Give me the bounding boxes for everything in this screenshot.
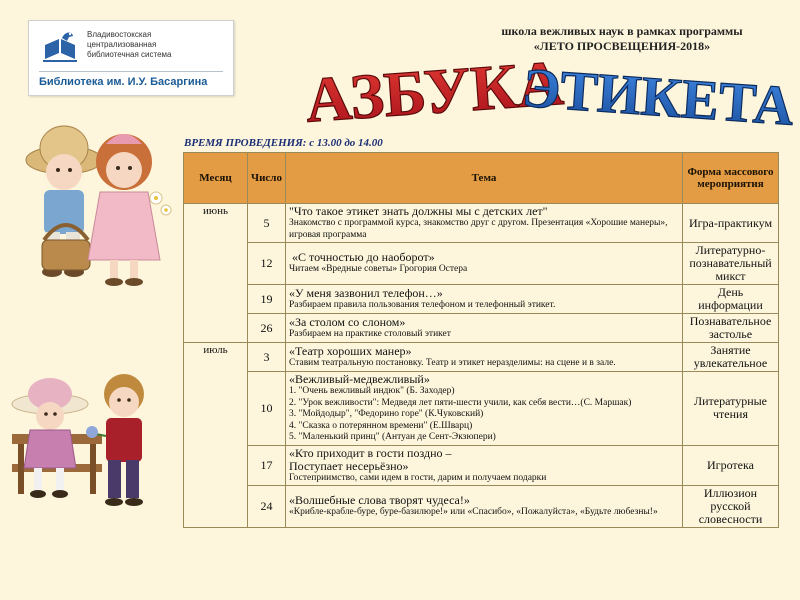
title-part-1: АЗБУКА [303, 46, 566, 136]
theme-cell [286, 243, 683, 285]
logo-line: централизованная [87, 40, 157, 49]
theme-cell [286, 486, 683, 528]
logo-line: Владивостокская [87, 30, 152, 39]
theme-title: «Вежливый-медвежливый» [289, 372, 430, 386]
theme-description: Ставим театральную постановку. Театр и этикет неразделимы: на сцене и в зале. [289, 357, 616, 368]
table-row [184, 445, 779, 486]
theme-title: «У меня зазвонил телефон…» [289, 285, 443, 300]
theme-title: "Что такое этикет знать должны мы с детских лет" [289, 204, 548, 218]
table-row [184, 285, 779, 314]
month-cell: июль [184, 343, 248, 528]
theme-cell [286, 343, 683, 372]
column-header-month: Месяц [184, 153, 248, 204]
subtitle-line-1: школа вежливых наук в рамках программы [501, 24, 743, 38]
table-row [184, 314, 779, 343]
day-cell: 3 [248, 343, 286, 372]
theme-title: «Кто приходит в гости поздно – [289, 445, 452, 460]
theme-title-line-2: Поступает несерьёзно» [289, 458, 409, 473]
theme-cell [286, 445, 683, 486]
form-cell: Занятие увлекательное [683, 343, 779, 372]
table-row [184, 343, 779, 372]
page-title [296, 30, 796, 140]
library-name: Библиотека им. И.У. Басаргина [39, 76, 208, 88]
column-header-theme: Тема [286, 153, 683, 204]
theme-title: «Театр хороших манер» [289, 343, 412, 358]
library-logo [28, 20, 234, 96]
column-header-day: Число [248, 153, 286, 204]
day-cell: 12 [248, 243, 286, 285]
form-cell: Игра-практикум [683, 204, 779, 243]
reading-list-item: 5. "Маленький принц" (Антуан де Сент-Экзюпери) [289, 432, 496, 442]
day-cell: 24 [248, 486, 286, 528]
theme-description: Читаем «Вредные советы» Грогория Остера [289, 264, 468, 275]
form-cell: Литературные чтения [683, 372, 779, 446]
theme-description: Гостеприимство, сами идем в гости, дарим и получаем подарки [289, 472, 547, 483]
book-bird-icon [39, 29, 83, 67]
form-cell: Игротека [683, 445, 779, 486]
reading-list-item: 1. "Очень вежливый индюк" (Б. Заходер) [289, 386, 455, 396]
theme-cell [286, 314, 683, 343]
table-header-row [184, 153, 779, 204]
title-part-2: ЭТИКЕТА [520, 57, 796, 138]
table-row [184, 243, 779, 285]
logo-system-name [87, 30, 227, 60]
theme-title: «За столом со слоном» [289, 314, 406, 329]
day-cell: 5 [248, 204, 286, 243]
theme-title: «Волшебные слова творят чудеса!» [289, 493, 470, 508]
logo-line: библиотечная система [87, 50, 172, 59]
day-cell: 10 [248, 372, 286, 446]
form-cell: Литературно-познавательный микст [683, 243, 779, 285]
day-cell: 19 [248, 285, 286, 314]
month-cell: июнь [184, 204, 248, 343]
children-with-basket-illustration [4, 100, 180, 296]
table-row [184, 372, 779, 446]
reading-list-item: 3. "Мойдодыр", "Федорино горе" (К.Чуковский) [289, 409, 484, 419]
day-cell: 26 [248, 314, 286, 343]
table-row [184, 204, 779, 243]
theme-cell [286, 372, 683, 446]
theme-description: Разбираем на практике столовый этикет [289, 328, 451, 339]
schedule-table [183, 152, 779, 528]
theme-cell [286, 285, 683, 314]
subtitle-line-2: «ЛЕТО ПРОСВЕЩЕНИЯ-2018» [533, 39, 711, 53]
form-cell: Иллюзион русской словесности [683, 486, 779, 528]
theme-title: «С точностью до наоборот» [289, 250, 435, 265]
theme-description: «Крибле-крабле-буре, буре-базилюре!» или «Спасибо», «Пожалуйста», «Будьте любезны!» [289, 507, 658, 518]
theme-description: Знакомство с программой курса, знакомство друг с другом. Презентация «Хорошие манеры», игровая программа [289, 218, 668, 240]
table-row [184, 486, 779, 528]
event-time: ВРЕМЯ ПРОВЕДЕНИЯ: с 13.00 до 14.00 [184, 137, 383, 149]
column-header-form: Форма массового мероприятия [683, 153, 779, 204]
theme-cell [286, 204, 683, 243]
form-cell: Познавательное застолье [683, 314, 779, 343]
reading-list-item: 4. "Сказка о потерянном времени" (Е.Шварц) [289, 420, 473, 431]
form-cell: День информации [683, 285, 779, 314]
day-cell: 17 [248, 445, 286, 486]
children-on-bench-illustration [4, 364, 180, 514]
theme-description: Разбираем правила пользования телефоном и телефонный этикет. [289, 299, 556, 310]
reading-list-item: 2. "Урок вежливости": Медведя лет пяти-шести учили, как себя вести…(С. Маршак) [289, 397, 632, 408]
logo-divider [39, 71, 223, 72]
